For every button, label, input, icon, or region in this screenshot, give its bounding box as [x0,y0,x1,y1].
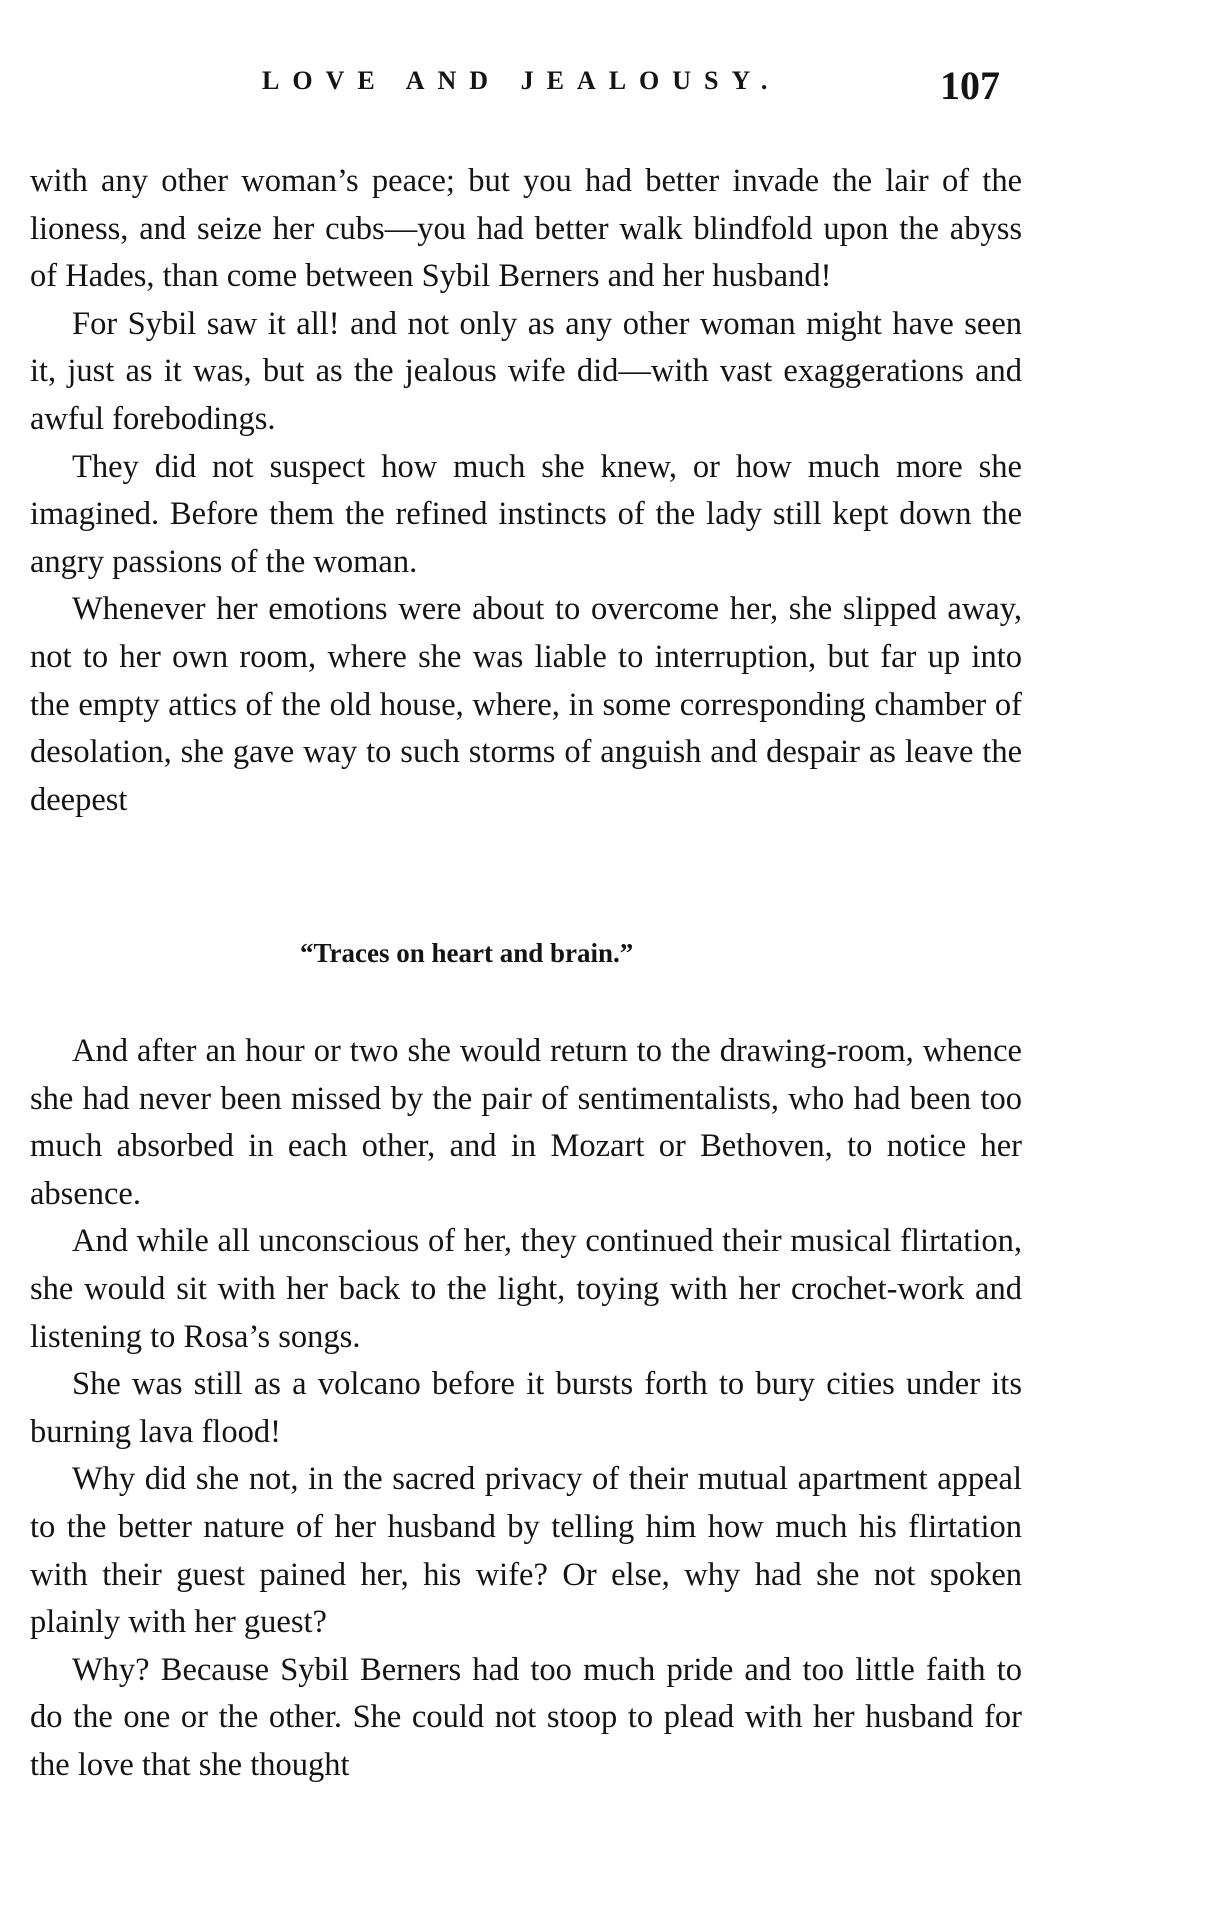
paragraph: She was still as a volcano before it bursts forth to bury cities under its burning lava flood! [30,1366,1022,1450]
running-head-title: LOVE AND JEALOUSY. [262,66,781,95]
paragraph: Why did she not, in the sacred privacy of their mutual apartment appeal to the better nature of her husband by telling him how much his flirtation with their guest pained her, his wife? Or else, why had she not spoken plainly with her guest? [30,1461,1022,1641]
paragraph: Whenever her emotions were about to overcome her, she slipped away, not to her own room, where she was liable to interruption, but far up into the empty attics of the old house, where, in some corresponding chamber of desolation, she gave way to such storms of anguish and despair as leave the deepest [30,591,1022,818]
paragraph: They did not suspect how much she knew, or how much more she imagined. Before them the refined instincts of the lady still kept down the angry passions of the woman. [30,448,1022,580]
paragraph: And while all unconscious of her, they continued their musical flirtation, she would sit with her back to the light, toying with her crochet-work and listening to Rosa’s songs. [30,1223,1022,1355]
text-block-before-quote [30,158,1022,824]
paragraph: with any other woman’s peace; but you had better invade the lair of the lioness, and seize her cubs—you had better walk blindfold upon the abyss of Hades, than come between Sybil Berners and her husband! [30,163,1022,295]
page-number: 107 [940,63,1000,108]
text-block-after-quote [30,1028,1022,1790]
block-quote: “Traces on heart and brain.” [300,938,634,968]
paragraph: And after an hour or two she would return to the drawing-room, whence she had never been missed by the pair of sentimentalists, who had been too much absorbed in each other, and in Mozart or Bethoven, to notice her absence. [30,1033,1022,1212]
paragraph: Why? Because Sybil Berners had too much pride and too little faith to do the one or the other. She could not stoop to plead with her husband for the love that she thought [30,1651,1022,1783]
paragraph: For Sybil saw it all! and not only as any other woman might have seen it, just as it was, but as the jealous wife did—with vast exaggerations and awful forebodings. [30,305,1022,437]
